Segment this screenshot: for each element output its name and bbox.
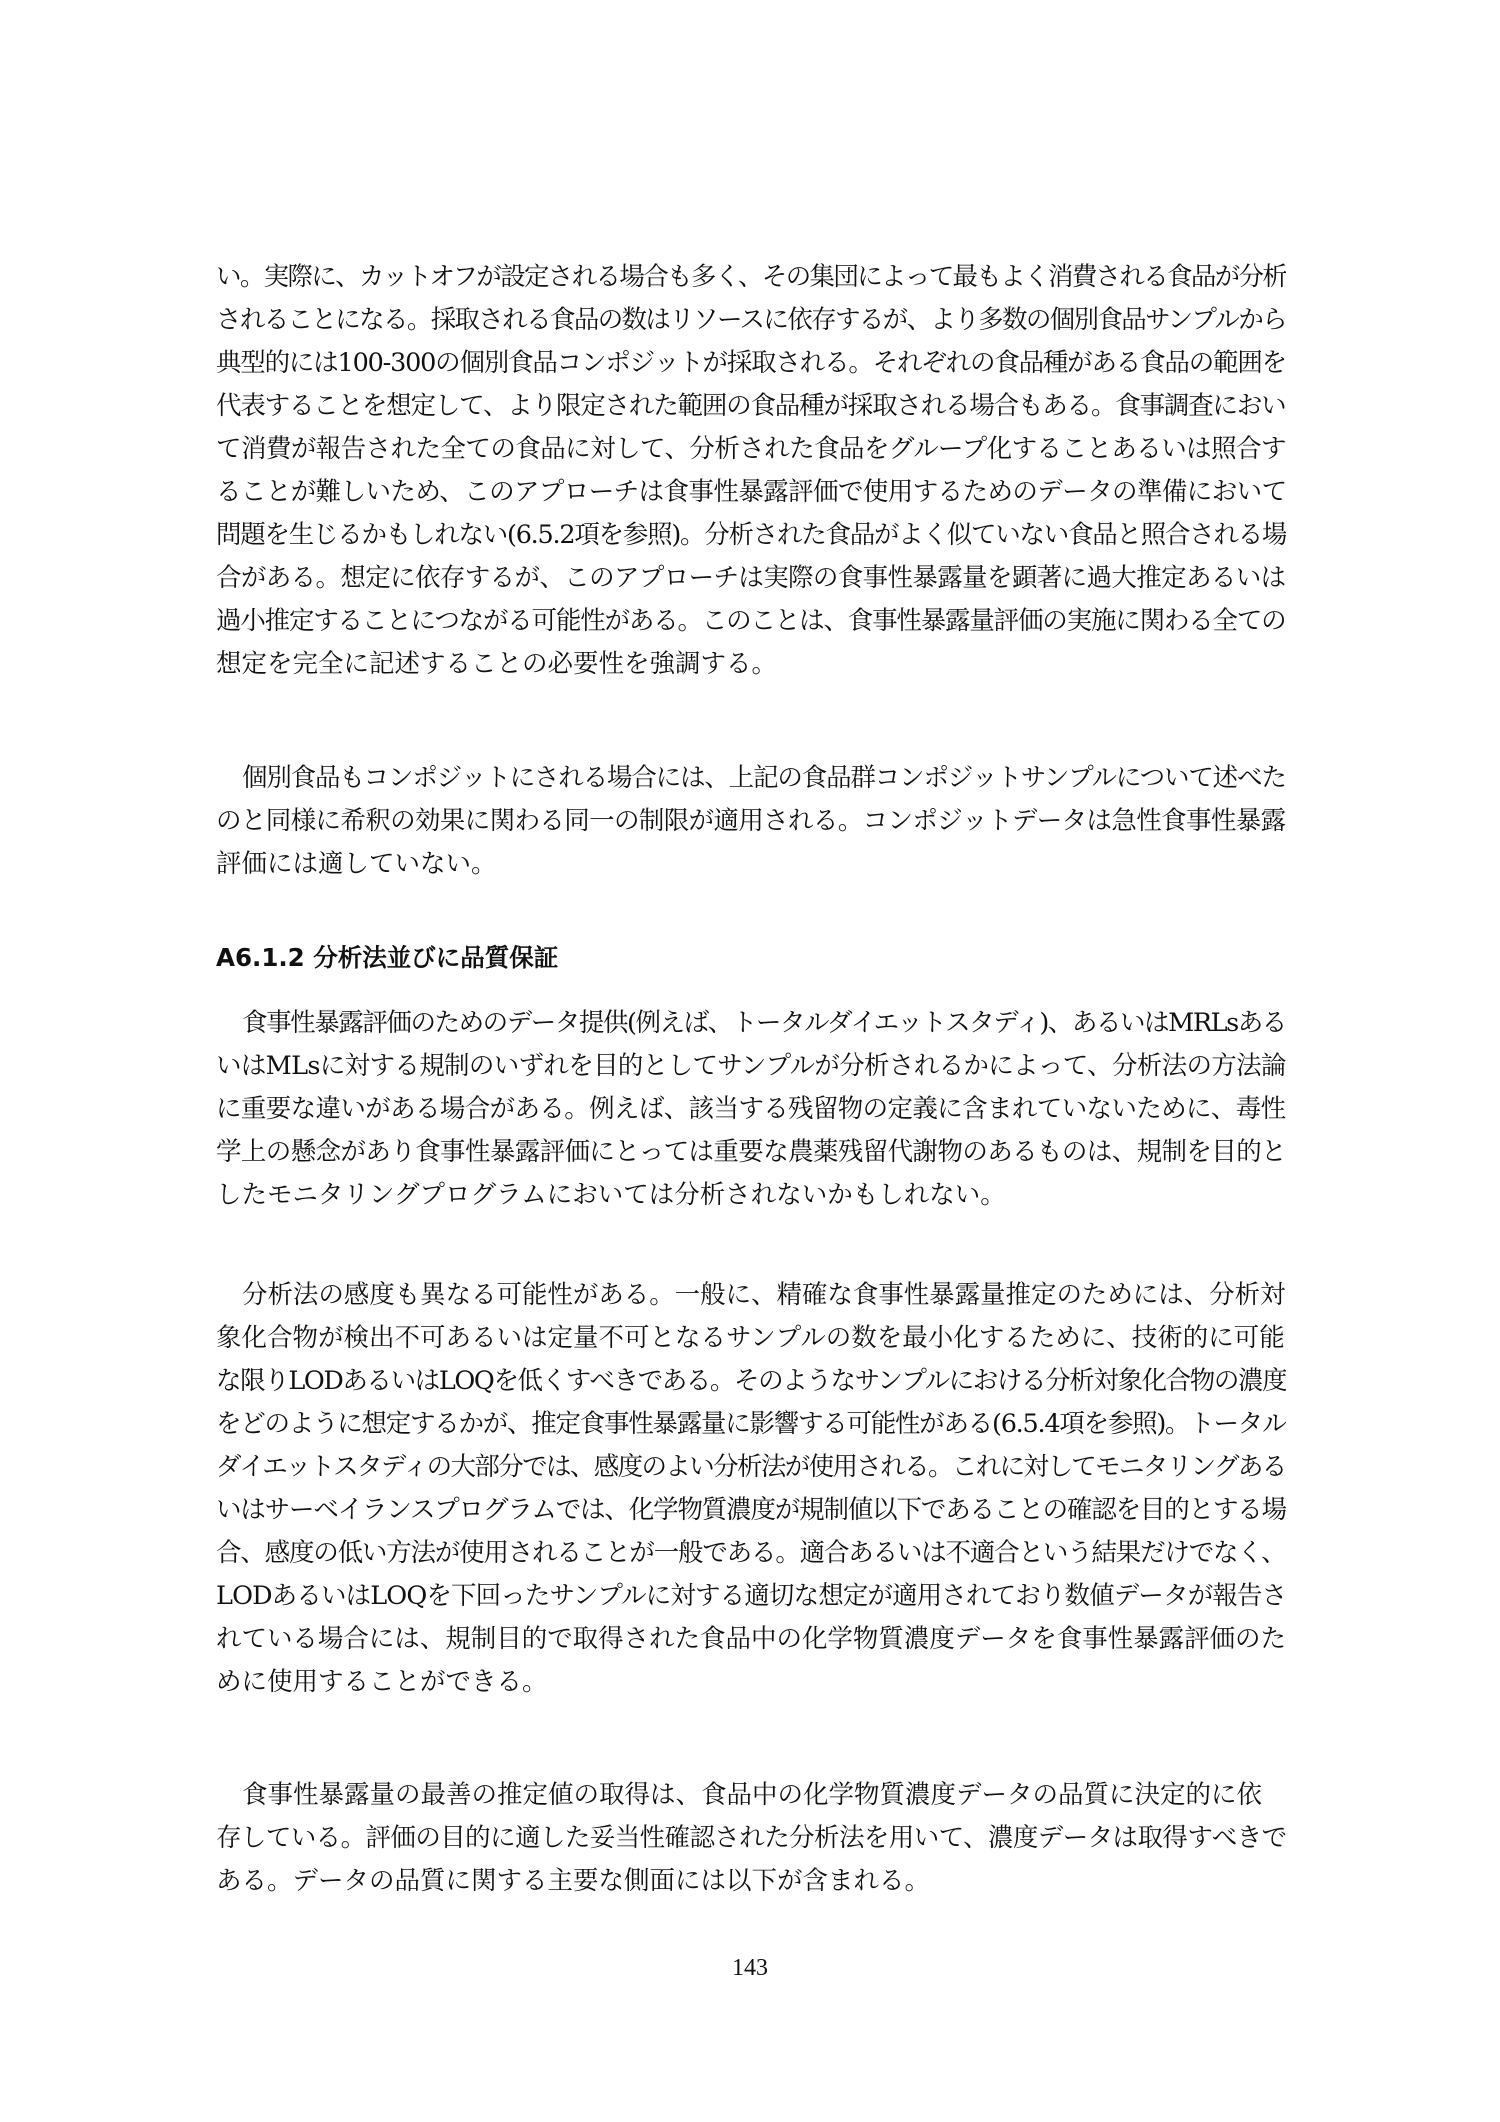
paragraph-3-line-4: 学上の懸念があり食事性暴露評価にとっては重要な農薬残留代謝物のあるものは、規制を目的と: [216, 1137, 1286, 1167]
paragraph-1-line-2: されることになる。採取される食品の数はリソースに依存するが、より多数の個別食品サンプルから: [216, 305, 1286, 335]
paragraph-5-line-1: 食事性暴露量の最善の推定値の取得は、食品中の化学物質濃度データの品質に決定的に依: [242, 1780, 1263, 1810]
paragraph-3-line-1: 食事性暴露評価のためのデータ提供(例えば、トータルダイエットスタディ)、あるいはMRLsある: [242, 1008, 1286, 1038]
section-heading: A6.1.2 分析法並びに品質保証: [216, 943, 559, 972]
paragraph-2-line-2: のと同様に希釈の効果に関わる同一の制限が適用される。コンポジットデータは急性食事性暴露: [216, 806, 1286, 836]
paragraph-4-line-4: をどのように想定するかが、推定食事性暴露量に影響する可能性がある(6.5.4項を参照)。トータル: [216, 1409, 1286, 1439]
paragraph-1-line-6: ることが難しいため、このアプローチは食事性暴露評価で使用するためのデータの準備において: [216, 477, 1286, 507]
paragraph-1-line-5: て消費が報告された全ての食品に対して、分析された食品をグループ化することあるいは照合す: [216, 434, 1286, 464]
paragraph-4-line-2: 象化合物が検出不可あるいは定量不可となるサンプルの数を最小化するために、技術的に可能: [216, 1323, 1285, 1353]
paragraph-4-line-1: 分析法の感度も異なる可能性がある。一般に、精確な食事性暴露量推定のためには、分析対: [242, 1280, 1286, 1310]
paragraph-4-line-5: ダイエットスタディの大部分では、感度のよい分析法が使用される。これに対してモニタリングある: [216, 1452, 1286, 1482]
paragraph-1-line-4: 代表することを想定して、より限定された範囲の食品種が採取される場合もある。食事調査におい: [216, 391, 1286, 421]
paragraph-4-line-6: いはサーベイランスプログラムでは、化学物質濃度が規制値以下であることの確認を目的とする場: [216, 1495, 1286, 1525]
page-number: 143: [732, 1955, 768, 1981]
paragraph-4-line-10: めに使用することができる。: [216, 1667, 548, 1697]
paragraph-4-line-9: れている場合には、規制目的で取得された食品中の化学物質濃度データを食事性暴露評価のた: [216, 1624, 1286, 1654]
paragraph-3-line-2: いはMLsに対する規制のいずれを目的としてサンプルが分析されるかによって、分析法の方法論: [216, 1051, 1286, 1081]
paragraph-4-line-8: LODあるいはLOQを下回ったサンプルに対する適切な想定が適用されており数値データが報告さ: [216, 1581, 1286, 1611]
paragraph-1-line-1: い。実際に、カットオフが設定される場合も多く、その集団によって最もよく消費される食品が分析: [216, 262, 1286, 292]
paragraph-2-line-1: 個別食品もコンポジットにされる場合には、上記の食品群コンポジットサンプルについて述べた: [242, 763, 1286, 793]
paragraph-1-line-7: 問題を生じるかもしれない(6.5.2項を参照)。分析された食品がよく似ていない食品と照合される場: [216, 520, 1286, 550]
paragraph-1-line-8: 合がある。想定に依存するが、このアプローチは実際の食事性暴露量を顕著に過大推定あるいは: [216, 563, 1286, 593]
paragraph-4-line-7: 合、感度の低い方法が使用されることが一般である。適合あるいは不適合という結果だけでなく、: [216, 1538, 1286, 1568]
paragraph-5-line-2: 存している。評価の目的に適した妥当性確認された分析法を用いて、濃度データは取得すべきで: [216, 1823, 1286, 1853]
paragraph-4-line-3: な限りLODあるいはLOQを低くすべきである。そのようなサンプルにおける分析対象化合物の濃度: [216, 1366, 1286, 1396]
paragraph-5-line-3: ある。データの品質に関する主要な側面には以下が含まれる。: [216, 1866, 931, 1896]
paragraph-1-line-9: 過小推定することにつながる可能性がある。このことは、食事性暴露量評価の実施に関わる全ての: [216, 606, 1286, 636]
paragraph-1-line-3: 典型的には100-300の個別食品コンポジットが採取される。それぞれの食品種がある食品の範囲を: [216, 348, 1286, 378]
paragraph-3-line-5: したモニタリングプログラムにおいては分析されないかもしれない。: [216, 1180, 1006, 1210]
paragraph-3-line-3: に重要な違いがある場合がある。例えば、該当する残留物の定義に含まれていないために、毒性: [216, 1094, 1286, 1124]
paragraph-2-line-3: 評価には適していない。: [216, 849, 497, 879]
paragraph-1-line-10: 想定を完全に記述することの必要性を強調する。: [216, 649, 778, 679]
